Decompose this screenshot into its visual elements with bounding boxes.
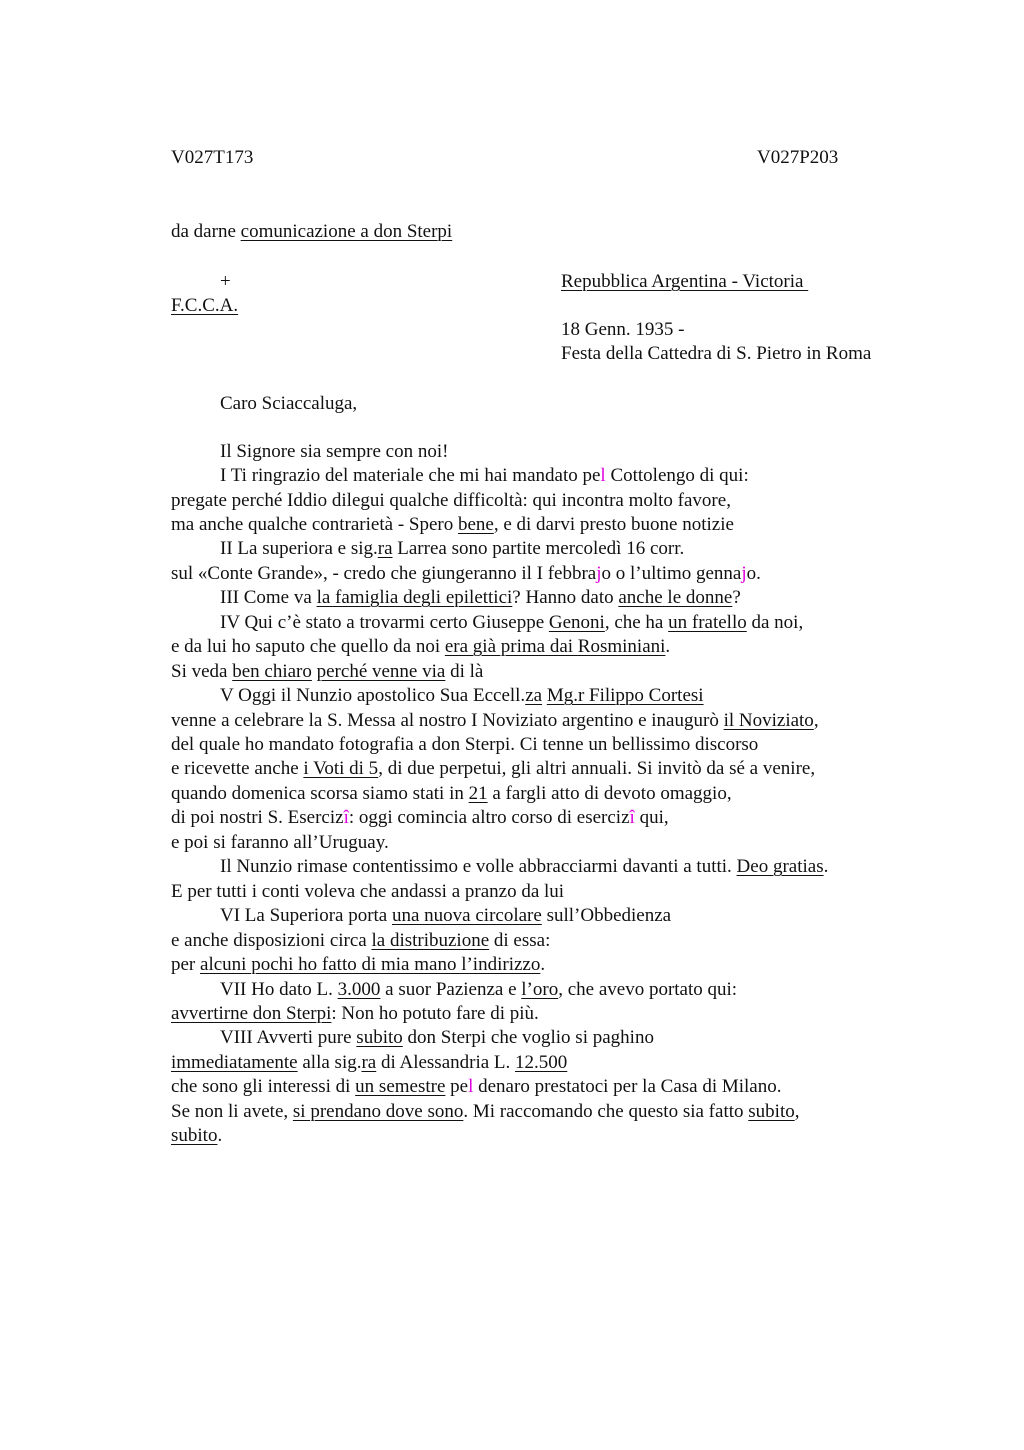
- letter-line: [220, 904, 671, 928]
- line-text: Si veda: [171, 661, 233, 682]
- line-text: Il Signore sia sempre con noi!: [220, 441, 449, 462]
- line-text: qui,: [634, 807, 669, 828]
- letter-line: [171, 782, 732, 806]
- line-text: quando domenica scorsa siamo stati in: [171, 783, 469, 804]
- line-text: e da lui ho saputo che quello da noi: [171, 636, 445, 657]
- line-text: del quale ho mandato fotografia a don Sterpi. Ci tenne un bellissimo discorso: [171, 734, 759, 755]
- line-text: denaro prestatoci per la Casa di Milano.: [473, 1076, 782, 1097]
- letter-line: [171, 635, 670, 659]
- line-text: .: [823, 856, 829, 877]
- line-text: di essa:: [489, 930, 551, 951]
- line-text: sul «Conte Grande», - credo che giungeranno il I febbra: [171, 563, 597, 584]
- highlighted-letter: î: [629, 807, 635, 828]
- line-text: : oggi comincia altro corso di eserciz: [348, 807, 630, 828]
- letter-line: [220, 537, 684, 561]
- line-text: ,: [813, 710, 819, 731]
- letter-line: [220, 440, 448, 464]
- line-text: venne a celebrare la S. Messa al nostro I Noviziato argentino e inaugurò: [171, 710, 724, 731]
- letter-line: [171, 880, 564, 904]
- underlined-text: bene: [457, 514, 494, 535]
- highlighted-letter: j: [596, 563, 602, 584]
- letter-feast: Festa della Cattedra di S. Pietro in Roma: [561, 343, 872, 364]
- letter-line: [171, 709, 819, 733]
- letter-line: [171, 757, 815, 781]
- underlined-text: 21: [468, 783, 488, 804]
- line-text: alla sig.: [297, 1052, 362, 1073]
- letter-line: [171, 1124, 222, 1148]
- fcca-monogram: F.C.C.A.: [171, 295, 239, 316]
- underlined-text: anche le donne: [618, 587, 733, 608]
- letter-line: [171, 562, 761, 586]
- underlined-text: subito: [356, 1027, 403, 1048]
- highlighted-letter: l: [468, 1076, 474, 1097]
- line-text: a suor Pazienza e: [380, 979, 522, 1000]
- line-text: VI La Superiora porta: [220, 905, 392, 926]
- highlighted-letter: j: [741, 563, 747, 584]
- line-text: , che ha: [604, 612, 669, 633]
- underlined-text: Deo gratias: [736, 856, 824, 877]
- line-text: ?: [732, 587, 741, 608]
- letter-place: Repubblica Argentina - Victoria: [561, 271, 809, 292]
- line-text: di poi nostri S. Eserciz: [171, 807, 344, 828]
- line-text: , di due perpetui, gli altri annuali. Si invitò da sé a venire,: [378, 758, 816, 779]
- letter-line: [171, 733, 758, 757]
- line-text: e ricevette anche: [171, 758, 304, 779]
- line-text: Cottolengo di qui:: [605, 465, 749, 486]
- letter-date: 18 Genn. 1935 -: [561, 319, 685, 340]
- letter-line: [220, 464, 749, 488]
- line-text: e poi si faranno all’Uruguay.: [171, 832, 389, 853]
- letter-line: [171, 806, 669, 830]
- line-text: di là: [445, 661, 484, 682]
- underlined-text: era già prima dai Rosminiani: [444, 636, 666, 657]
- forward-note: [171, 220, 452, 244]
- underlined-text: 12.500: [515, 1052, 568, 1073]
- line-text: ma anche qualche contrarietà - Spero: [171, 514, 458, 535]
- line-text: ? Hanno dato: [512, 587, 619, 608]
- document-code-right: V027P203: [757, 147, 839, 168]
- letter-line: [220, 586, 741, 610]
- letter-line: [171, 489, 731, 513]
- line-text: a fargli atto di devoto omaggio,: [487, 783, 732, 804]
- letter-line: [220, 684, 704, 708]
- underlined-text: avvertirne don Sterpi: [171, 1003, 332, 1024]
- underlined-text: 3.000: [337, 979, 381, 1000]
- line-text: che sono gli interessi di: [171, 1076, 356, 1097]
- forward-note-recipient: comunicazione a don Sterpi: [240, 221, 453, 242]
- letter-line: [171, 1051, 567, 1075]
- highlighted-letter: l: [600, 465, 606, 486]
- line-text: IV Qui c’è stato a trovarmi certo Giuseppe: [220, 612, 549, 633]
- underlined-text: si prendano dove sono: [292, 1101, 464, 1122]
- line-text: II La superiora e sig.: [220, 538, 378, 559]
- underlined-text: i Voti di 5: [303, 758, 379, 779]
- line-text: pregate perché Iddio dilegui qualche difficoltà: qui incontra molto favore,: [171, 490, 731, 511]
- line-text: pe: [445, 1076, 469, 1097]
- line-text: V Oggi il Nunzio apostolico Sua Eccell.: [220, 685, 526, 706]
- underlined-text: un fratello: [668, 612, 747, 633]
- underlined-text: immediatamente: [171, 1052, 298, 1073]
- letter-line: [171, 929, 550, 953]
- underlined-text: subito: [748, 1101, 795, 1122]
- letter-line: [220, 855, 828, 879]
- line-text: o o l’ultimo genna: [601, 563, 742, 584]
- line-text: : Non ho potuto fare di più.: [331, 1003, 539, 1024]
- underlined-text: subito: [171, 1125, 218, 1146]
- underlined-text: Mg.r Filippo Cortesi: [546, 685, 704, 706]
- letter-line: [171, 513, 734, 537]
- line-text: di Alessandria L.: [376, 1052, 516, 1073]
- underlined-text: alcuni pochi ho fatto di mia mano l’indirizzo: [200, 954, 541, 975]
- letter-line: [171, 1002, 539, 1026]
- letter-line: [171, 660, 483, 684]
- line-text: , che avevo portato qui:: [558, 979, 738, 1000]
- line-text: . Mi raccomando che questo sia fatto: [463, 1101, 749, 1122]
- letter-line: [220, 611, 803, 635]
- underlined-text: ra: [361, 1052, 377, 1073]
- letter-line: [171, 831, 389, 855]
- line-text: VII Ho dato L.: [220, 979, 338, 1000]
- line-text: VIII Avverti pure: [220, 1027, 357, 1048]
- underlined-text: za: [525, 685, 543, 706]
- salutation: Caro Sciaccaluga,: [220, 393, 358, 414]
- line-text: .: [665, 636, 671, 657]
- line-text: Larrea sono partite mercoledì 16 corr.: [392, 538, 685, 559]
- line-text: .: [540, 954, 546, 975]
- line-text: sull’Obbedienza: [541, 905, 672, 926]
- underlined-text: un semestre: [355, 1076, 446, 1097]
- cross-symbol: +: [220, 271, 231, 292]
- line-text: E per tutti i conti voleva che andassi a pranzo da lui: [171, 881, 565, 902]
- forward-note-prefix: da darne: [171, 221, 241, 242]
- line-text: don Sterpi che voglio si paghino: [402, 1027, 654, 1048]
- line-text: , e di darvi presto buone notizie: [493, 514, 734, 535]
- document-code-left: V027T173: [171, 147, 254, 168]
- letter-line: [220, 978, 737, 1002]
- underlined-text: ben chiaro: [232, 661, 312, 682]
- letter-line: [171, 953, 545, 977]
- underlined-text: una nuova circolare: [392, 905, 542, 926]
- underlined-text: la distribuzione: [371, 930, 490, 951]
- underlined-text: Genoni: [548, 612, 605, 633]
- letter-line: [171, 1075, 782, 1099]
- line-text: III Come va: [220, 587, 317, 608]
- line-text: .: [217, 1125, 223, 1146]
- underlined-text: l’oro: [521, 979, 559, 1000]
- underlined-text: perché venne via: [316, 661, 446, 682]
- line-text: ,: [794, 1101, 800, 1122]
- highlighted-letter: î: [343, 807, 349, 828]
- underlined-text: la famiglia degli epilettici: [316, 587, 513, 608]
- line-text: per: [171, 954, 201, 975]
- letter-line: [171, 1100, 799, 1124]
- line-text: o.: [746, 563, 761, 584]
- line-text: Se non li avete,: [171, 1101, 293, 1122]
- underlined-text: ra: [377, 538, 393, 559]
- line-text: e anche disposizioni circa: [171, 930, 372, 951]
- underlined-text: il Noviziato: [723, 710, 814, 731]
- letter-line: [220, 1026, 654, 1050]
- line-text: da noi,: [746, 612, 804, 633]
- line-text: Il Nunzio rimase contentissimo e volle abbracciarmi davanti a tutti.: [220, 856, 737, 877]
- line-text: I Ti ringrazio del materiale che mi hai mandato pe: [220, 465, 601, 486]
